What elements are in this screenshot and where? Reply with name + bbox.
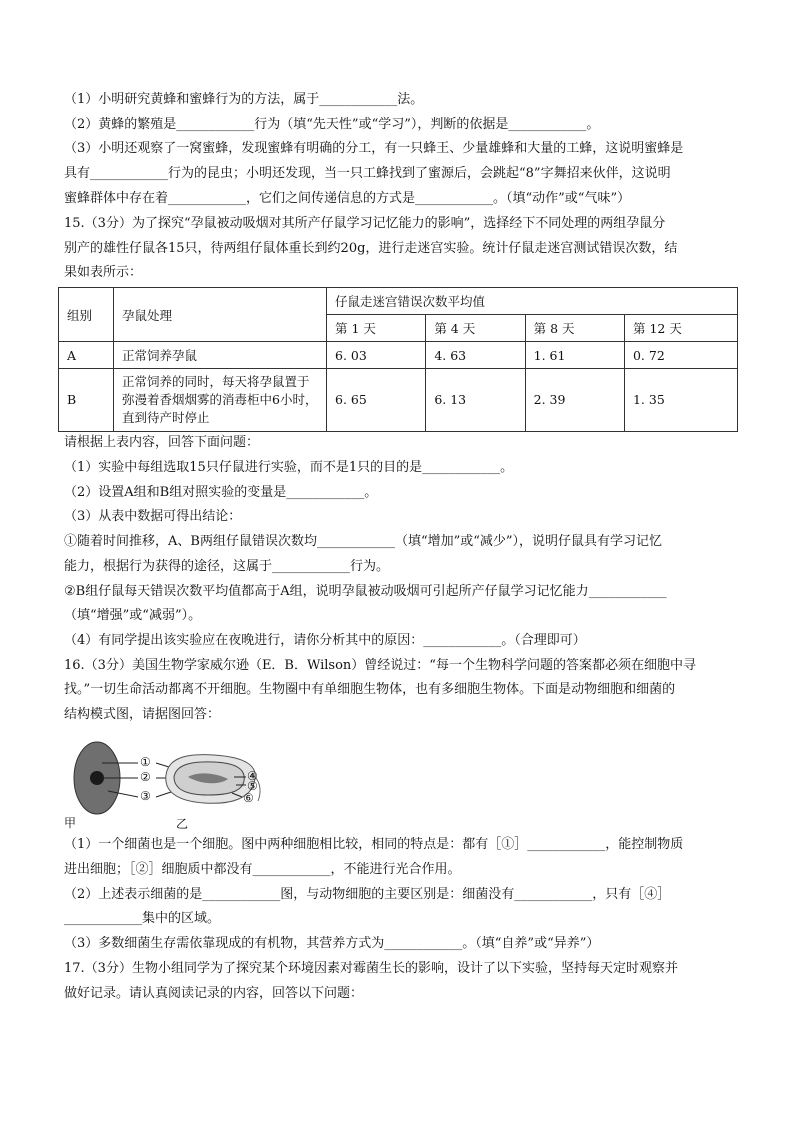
q16-part1-line2: 进出细胞；［②］细胞质中都没有____________，不能进行光合作用。 bbox=[64, 862, 461, 877]
cell-value: 6. 03 bbox=[327, 342, 426, 369]
header-day: 第 4 天 bbox=[426, 315, 525, 342]
q16-intro-line3: 结构模式图，请据图回答： bbox=[64, 707, 221, 722]
cell-value: 1. 61 bbox=[525, 342, 624, 369]
q15-part3-a-line2: 能力，根据行为获得的途径，这属于____________行为。 bbox=[64, 559, 390, 574]
q15-intro-line2: 别产的雄性仔鼠各15只，待两组仔鼠体重长到约20g，进行走迷宫实验。统计仔鼠走迷宫测试错误次数，结 bbox=[64, 241, 678, 256]
q15-part3-a-line1: ①随着时间推移，A、B两组仔鼠错误次数均____________（填“增加”或“减少”），说明仔鼠具有学习记忆 bbox=[64, 534, 663, 549]
q15-part3: （3）从表中数据可得出结论： bbox=[64, 509, 242, 524]
cell-value: 4. 63 bbox=[426, 342, 525, 369]
q15-part3-b-line1: ②B组仔鼠每天错误次数平均值都高于A组，说明孕鼠被动吸烟可引起所产仔鼠学习记忆能力____________ bbox=[64, 584, 667, 599]
header-average: 仔鼠走迷宫错误次数平均值 bbox=[327, 288, 738, 315]
cell-group: B bbox=[59, 369, 114, 432]
q15-intro-line1: 15.（3分）为了探究“孕鼠被动吸烟对其所产仔鼠学习记忆能力的影响”，选择经下不同处理的两组孕鼠分 bbox=[64, 216, 666, 231]
cell-value: 0. 72 bbox=[624, 342, 737, 369]
q16-part1-line1: （1）一个细菌也是一个细胞。图中两种细胞相比较，相同的特点是：都有［①］____________，能控制物质 bbox=[64, 837, 684, 852]
q15-part1: （1）实验中每组选取15只仔鼠进行实验，而不是1只的目的是____________。 bbox=[64, 460, 514, 475]
table-row bbox=[59, 342, 738, 369]
cell-treatment: 正常饲养孕鼠 bbox=[114, 342, 327, 369]
q16-intro-line1: 16.（3分）美国生物学家威尔逊（E．B．Wilson）曾经说过：“每一个生物科学问题的答案都必须在细胞中寻 bbox=[64, 658, 696, 673]
q14-part3-line1: （3）小明还观察了一窝蜜蜂，发现蜜蜂有明确的分工，有一只蜂王、少量雄蜂和大量的工蜂，这说明蜜蜂是 bbox=[64, 141, 684, 156]
q14-part1: （1）小明研究黄蜂和蜜蜂行为的方法，属于____________法。 bbox=[64, 92, 424, 107]
q15-part4: （4）有同学提出该实验应在夜晚进行，请你分析其中的原因：____________。（合理即可） bbox=[64, 633, 586, 648]
q16-intro-line2: 找。”一切生命活动都离不开细胞。生物圈中有单细胞生物体，也有多细胞生物体。下面是动物细胞和细菌的 bbox=[64, 682, 676, 697]
cell-diagram-svg bbox=[64, 735, 264, 830]
header-day: 第 12 天 bbox=[624, 315, 737, 342]
header-day: 第 1 天 bbox=[327, 315, 426, 342]
label-1: ① bbox=[140, 755, 151, 769]
table-row bbox=[59, 369, 738, 432]
header-treatment: 孕鼠处理 bbox=[114, 288, 327, 342]
q16-part3: （3）多数细菌生存需依靠现成的有机物，其营养方式为____________。（填“自养”或“异养”） bbox=[64, 936, 600, 951]
q14-part3-line2: 具有____________行为的昆虫；小明还发现，当一只工蜂找到了蜜源后，会跳起“8”字舞招来伙伴，这说明 bbox=[64, 166, 671, 181]
caption-animal-cell: 甲 bbox=[64, 816, 77, 830]
label-2: ② bbox=[140, 770, 151, 784]
q17-intro-line2: 做好记录。请认真阅读记录的内容，回答以下问题： bbox=[64, 986, 364, 1001]
cell-value: 6. 65 bbox=[327, 369, 426, 432]
cell-group: A bbox=[59, 342, 114, 369]
label-5: ⑤ bbox=[247, 779, 258, 793]
q15-part3-b-line2: （填“增强”或“减弱”）。 bbox=[64, 608, 202, 623]
q15-intro-line3: 果如表所示： bbox=[64, 265, 143, 280]
cell-diagram bbox=[64, 735, 264, 830]
label-4: ④ bbox=[247, 769, 258, 783]
q16-part2-line2: ____________集中的区域。 bbox=[64, 911, 221, 926]
q14-part3-line3: 蜜蜂群体中存在着____________，它们之间传递信息的方式是____________。（填“动作”或“气味”） bbox=[64, 191, 631, 206]
q15-prompt: 请根据上表内容，回答下面问题： bbox=[64, 435, 260, 450]
cell-treatment: 正常饲养的同时，每天将孕鼠置于弥漫着香烟烟雾的消毒柜中6小时，直到待产时停止 bbox=[114, 369, 327, 432]
q16-part2-line1: （2）上述表示细菌的是____________图，与动物细胞的主要区别是：细菌没有____________，只有［④］ bbox=[64, 887, 671, 902]
label-3: ③ bbox=[140, 789, 151, 803]
caption-bacterium: 乙 bbox=[176, 817, 189, 831]
header-day: 第 8 天 bbox=[525, 315, 624, 342]
label-6: ⑥ bbox=[243, 791, 254, 805]
q14-part2: （2）黄蜂的繁殖是____________行为（填“先天性”或“学习”），判断的依据是____________。 bbox=[64, 117, 600, 132]
cell-value: 1. 35 bbox=[624, 369, 737, 432]
q15-part2: （2）设置A组和B组对照实验的变量是____________。 bbox=[64, 485, 378, 500]
header-group: 组别 bbox=[59, 288, 114, 342]
q17-intro-line1: 17.（3分）生物小组同学为了探究某个环境因素对霉菌生长的影响，设计了以下实验，坚持每天定时观察并 bbox=[64, 961, 678, 976]
cell-value: 2. 39 bbox=[525, 369, 624, 432]
cell-value: 6. 13 bbox=[426, 369, 525, 432]
experiment-table bbox=[58, 287, 738, 432]
animal-cell-nucleus bbox=[90, 771, 104, 785]
